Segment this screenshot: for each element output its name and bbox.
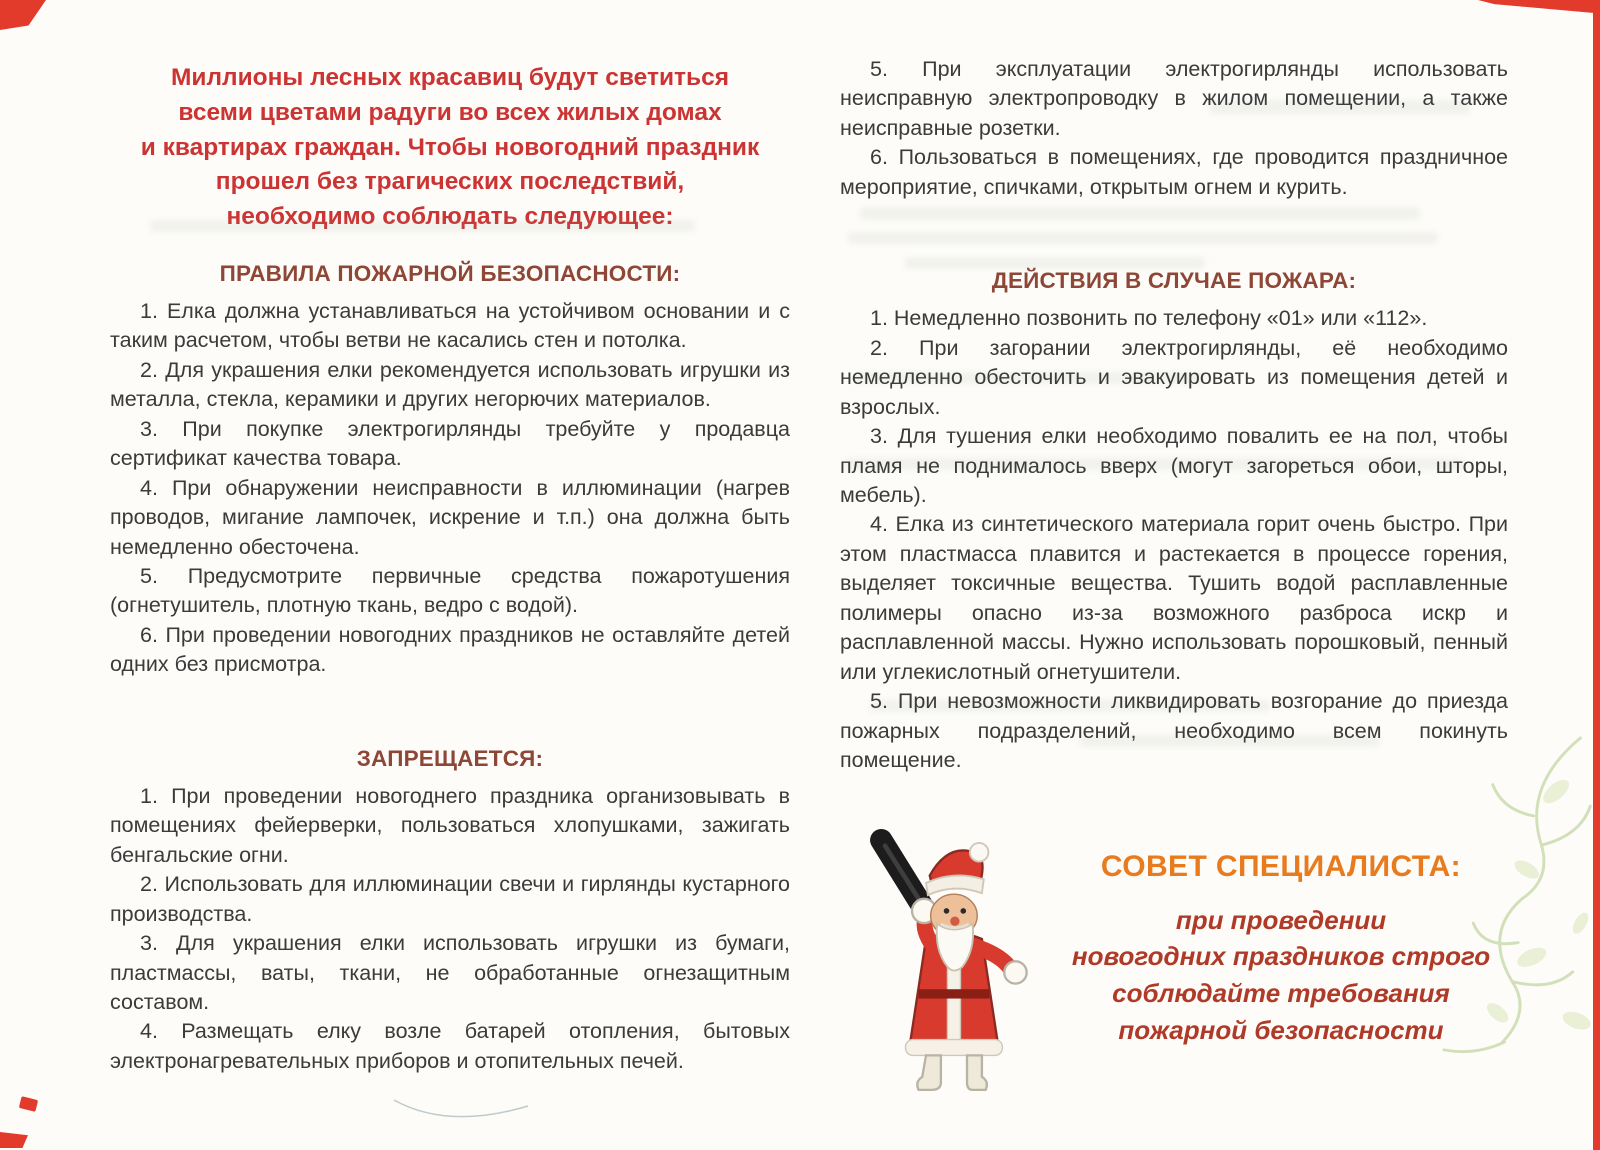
scan-artifact-bottom-left-2 [0,1132,28,1148]
forbidden-item-continued: 5. При эксплуатации электрогирлянды использовать неисправную электропроводку в жилом помещении, а также неисправные розетки. [840,57,1508,140]
rules-item: 5. Предусмотрите первичные средства пожаротушения (огнетушитель, плотную ткань, ведро с водой). [110,563,790,618]
actions-item: 1. Немедленно позвонить по телефону «01» или «112». [870,306,1428,331]
scan-artifact-top-right [1478,0,1594,13]
actions-item: 4. Елка из синтетического материала горит очень быстро. При этом пластмасса плавится и растекается в процессе горения, выделяет токсичные вещества. Тушить водой расплавленные полимеры опасно из-за возможного разброса искр и расплавленной массы. Нужно использовать порошковый, пенный или углекислотный огнетушители. [840,512,1508,684]
advice-line: при проведении [1175,904,1387,935]
scan-artifact-top-left [0,0,46,30]
rules-item: 2. Для украшения елки рекомендуется использовать игрушки из металла, стекла, керамики и других негорючих материалов. [110,357,790,412]
intro-line: Миллионы лесных красавиц будут светиться [171,64,729,91]
intro-line: прошел без трагических последствий, [215,168,685,196]
rules-item: 3. При покупке электрогирлянды требуйте у продавца сертификат качества товара. [110,416,790,471]
scan-artifact-bottom-left-1 [19,1096,38,1112]
advice-line: соблюдайте требования [1112,978,1450,1009]
intro-line: и квартирах граждан. Чтобы новогодний праздник [140,133,760,161]
specialist-advice-block [840,822,1508,1113]
bleedthrough-artifact [905,257,1205,269]
forbidden-item: 1. При проведении новогоднего праздника организовывать в помещениях фейерверки, пользоваться хлопушками, зажигать бенгальские огни. [110,783,790,867]
section-title-fire-safety-rules: ПРАВИЛА ПОЖАРНОЙ БЕЗОПАСНОСТИ: [219,260,681,286]
ded-moroz-illustration [844,822,1054,1113]
advice-line: пожарной безопасности [1118,1015,1444,1046]
actions-item: 5. При невозможности ликвидировать возгорание до приезда пожарных подразделений, необходимо всем покинуть помещение. [840,689,1508,773]
rules-item: 1. Елка должна устанавливаться на устойчивом основании и с таким расчетом, чтобы ветви не касались стен и потолка. [110,298,790,353]
forbidden-item: 3. Для украшения елки использовать игрушки из бумаги, пластмассы, ваты, ткани, не обработанные огнезащитным составом. [110,931,790,1014]
advice-line: новогодних праздников строго [1071,941,1491,972]
bleedthrough-artifact [860,207,1420,220]
advice-textbox [1054,822,1508,1050]
scan-artifact-right-edge [1593,0,1600,1150]
section-title-forbidden: ЗАПРЕЩАЕТСЯ: [356,745,544,771]
rules-item: 6. При проведении новогодних праздников не оставляйте детей одних без присмотра. [110,622,790,677]
section-title-fire-actions: ДЕЙСТВИЯ В СЛУЧАЕ ПОЖАРА: [991,268,1357,294]
intro-line: всеми цветами радуги во всех жилых домах [178,98,722,126]
intro-line: необходимо соблюдать следующее: [226,203,674,231]
forbidden-item: 2. Использовать для иллюминации свечи и гирлянды кустарного производства. [110,872,790,926]
bleedthrough-artifact [150,220,695,232]
advice-title: СОВЕТ СПЕЦИАЛИСТА: [1100,849,1462,883]
actions-item: 2. При загорании электрогирлянды, её необходимо немедленно обесточить и эвакуировать из помещения детей и взрослых. [840,335,1508,419]
scan-artifact-curve [388,1088,538,1132]
forbidden-item: 4. Размещать елку возле батарей отопления, бытовых электронагревательных приборов и отопительных печей. [110,1019,790,1073]
ded-moroz-drawing [844,822,1049,1108]
forbidden-item-continued: 6. Пользоваться в помещениях, где проводится праздничное мероприятие, спичками, открытым огнем и курить. [840,145,1508,199]
bleedthrough-artifact [848,232,1438,244]
intro-paragraph [110,61,790,235]
left-column [110,55,790,1076]
rules-item: 4. При обнаружении неисправности в иллюминации (нагрев проводов, мигание лампочек, искрение и т.п.) она должна быть немедленно обесточена. [110,475,790,559]
actions-item: 3. Для тушения елки необходимо повалить ее на пол, чтобы пламя не поднималось вверх (могут загореться обои, шторы, мебель). [840,424,1508,507]
